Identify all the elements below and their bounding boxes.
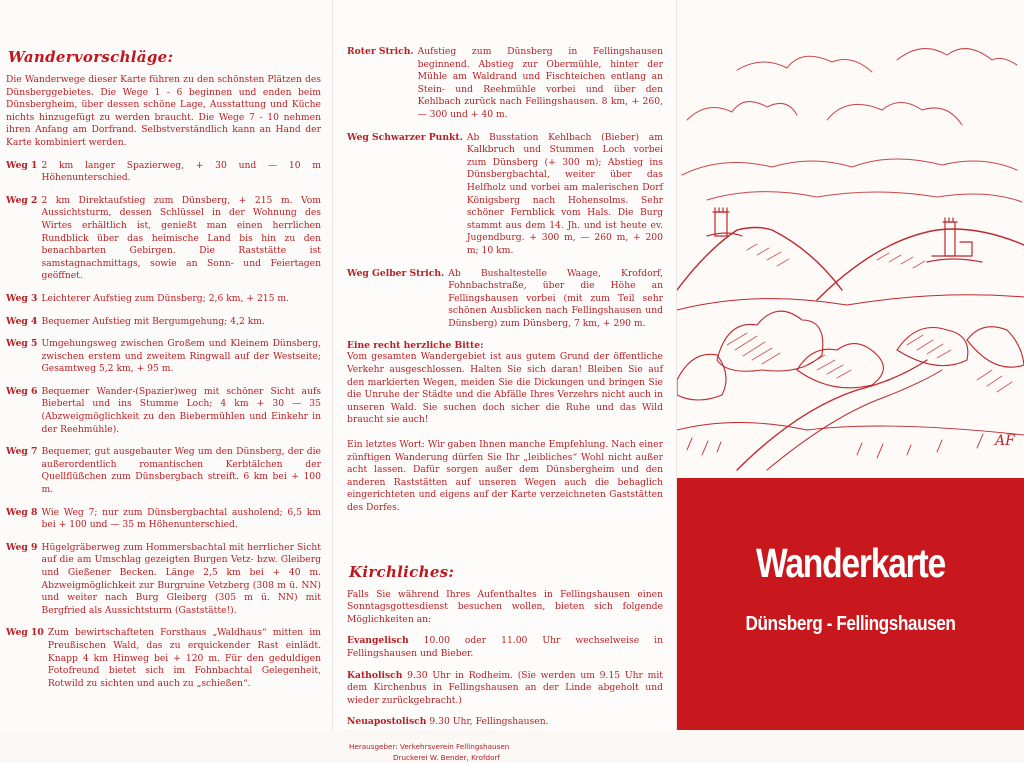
right-hill — [817, 229, 1024, 300]
route-description: Bequemer Aufstieg mit Bergumgehung; 4,2 km. — [41, 315, 265, 327]
service-item — [347, 635, 663, 660]
route-label: Weg 4 — [6, 315, 38, 327]
service-list — [347, 635, 663, 729]
route-label: Weg 10 — [6, 627, 44, 639]
route-description: Hügelgräberweg zum Hommersbachtal mit herrlicher Sicht auf die am Umschlag gezeigten Burgen Vetz- bzw. Gleiberg und Gießener Becken. Länge 2,5 km bei + 40 m. Abzweigmöglichkeit zur Burgruine Vetzberg (308 m ü. NN) und weiter nach Burg Gleiberg (305 m ü. NN) mit Bergfried als Aussichtsturm (Gaststätte!). — [41, 541, 321, 616]
route-item — [6, 160, 321, 185]
service-time: 9.30 Uhr, Fellingshausen. — [429, 716, 549, 728]
service-item — [347, 670, 663, 708]
route-item — [6, 542, 321, 618]
publisher-line: Herausgeber: Verkehrsverein Fellingshausen — [349, 741, 510, 751]
marked-route-list — [347, 46, 663, 330]
service-item — [347, 716, 663, 729]
last-word-text: Ein letztes Wort: Wir gaben Ihnen manche Empfehlung. Nach einer zünftigen Wanderung dürfen Sie Ihr „leibliches“ Wohl nicht außer acht lassen. Dafür sorgen außer dem Dünsbergheim und den anderen Raststätten auf unseren Wegen auch die behaglich eingerichteten und eigens auf der Karte verzeichneten Gaststätten des Dorfes. — [347, 439, 663, 513]
route-item — [6, 316, 321, 329]
church-heading: Kirchliches: — [349, 562, 455, 581]
credits — [347, 741, 663, 763]
route-label: Weg 1 — [6, 159, 38, 171]
cover-panel — [677, 0, 1024, 730]
request-title: Eine recht herzliche Bitte: — [347, 340, 484, 352]
route-label: Weg Schwarzer Punkt. — [347, 131, 463, 143]
route-label: Weg 8 — [6, 506, 38, 518]
route-label: Weg 3 — [6, 292, 38, 304]
foreground-grass — [677, 423, 1024, 459]
route-description: Bequemer Wander-(Spazier)weg mit schöner Sicht aufs Biebertal und ins Stumme Loch; 4 km + 30 — 35 (Abzweigmöglichkeit zu den Biebermühlen und Einkehr in der Reehmühle). — [41, 385, 321, 435]
route-description: 2 km Direktaufstieg zum Dünsberg, + 215 m. Vom Aussichtsturm, dessen Schlüssel in der Wohnung des Wirtes erhältlich ist, genießt man einen herrlichen Rundblick über das heimische Land bis hin zu den benachbarten Gebirgen. Die Raststätte ist samstagnachmittags, sowie an Sonn- und Feiertagen geöffnet. — [41, 194, 321, 282]
route-label: Weg 9 — [6, 541, 38, 553]
route-list — [6, 160, 321, 691]
last-word-section — [347, 439, 663, 515]
intro-text: Die Wanderwege dieser Karte führen zu den schönsten Plätzen des Dünsberggebietes. Die Wege 1 - 6 beginnen und enden beim Dünsbergheim, über dessen schöne Lage, Ausstattung und Küche nichts hinzugefügt zu werden braucht. Die Wege 7 - 10 nehmen ihren Anfang am Dorfrand. Selbstverständlich kann an Hand der Karte kombiniert werden. — [6, 74, 321, 148]
artist-signature: AF — [995, 433, 1015, 449]
left-panel — [0, 0, 333, 730]
hatching — [727, 244, 1012, 392]
castle-right — [927, 218, 982, 262]
middle-panel — [333, 0, 677, 762]
route-description: Leichterer Aufstieg zum Dünsberg; 2,6 km, + 215 m. — [41, 292, 290, 304]
road — [737, 360, 927, 470]
cover-title-block — [677, 478, 1024, 730]
route-label: Weg 5 — [6, 338, 38, 350]
route-item — [347, 132, 663, 258]
route-description: Zum bewirtschafteten Forsthaus „Waldhaus“ mitten im Preußischen Wald, das zu erquickender Rast einlädt. Knapp 4 km Hinweg bei + 120 m. Für den geduldigen Fotofreund bietet sich im Fohnbachtal Gelegenheit, Rotwild zu sichten und auch zu „schießen“. — [47, 627, 321, 689]
route-label: Roter Strich. — [347, 46, 414, 57]
service-denomination: Katholisch — [347, 669, 403, 681]
route-item — [6, 195, 321, 283]
service-time: 9.30 Uhr in Rodheim. (Sie werden um 9.15 Uhr mit dem Kirchenbus in Fellingshausen an der Linde abgeholt und wieder zurückgebracht.) — [347, 669, 663, 706]
route-item — [6, 446, 321, 496]
route-item — [6, 627, 321, 690]
route-description: Bequemer, gut ausgebauter Weg um den Dünsberg, der die außerordentlich romantischen Kerbtälchen der Quellflüßchen zum Dünsbergbach streift. 6 km bei + 100 m. — [41, 446, 321, 496]
church-intro: Falls Sie während Ihres Aufenthaltes in Fellingshausen einen Sonntagsgottesdienst besuchen wollen, bieten sich folgende Möglichkeiten an: — [347, 588, 663, 625]
service-denomination: Neuapostolisch — [347, 716, 427, 728]
route-description: 2 km langer Spazierweg, + 30 und — 10 m Höhenunterschied. — [41, 159, 321, 184]
trees — [677, 311, 1024, 400]
hiking-suggestions-heading: Wandervorschläge: — [8, 48, 174, 66]
landscape-illustration — [677, 0, 1024, 478]
route-item — [347, 268, 663, 331]
route-item — [6, 386, 321, 436]
route-label: Weg 2 — [6, 194, 38, 206]
route-item — [347, 46, 663, 122]
route-item — [6, 507, 321, 532]
route-description: Aufstieg zum Dünsberg in Fellingshausen beginnend. Abstieg zur Obermühle, hinter der Mühle am Waldrand und Fischteichen entlang an Stein- und Reehmühle vorbei und über den Kehlbach zurück nach Fellingshausen. 8 km, + 260, — 300 und + 40 m. — [417, 46, 663, 120]
route-item — [6, 338, 321, 376]
left-hill — [677, 228, 842, 291]
route-item — [6, 293, 321, 306]
printer-line: Druckerei W. Bender, Krofdorf — [393, 752, 500, 762]
route-label: Weg 7 — [6, 446, 38, 458]
route-label: Weg 6 — [6, 385, 38, 397]
clouds — [682, 49, 1022, 202]
route-label: Weg Gelber Strich. — [347, 267, 445, 279]
cover-subtitle: Dünsberg - Fellingshausen — [745, 613, 956, 635]
route-description: Wie Weg 7; nur zum Dünsbergbachtal ausholend; 6,5 km bei + 100 und — 35 m Höhenunterschied. — [41, 506, 321, 531]
request-text: Vom gesamten Wandergebiet ist aus gutem Grund der öffentliche Verkehr ausgeschlossen. Halten Sie sich daran! Bleiben Sie auf den markierten Wegen, meiden Sie die Dickungen und bringen Sie die Unruhe der Städte und die Abfälle Ihres Verzehrs nicht auch in unseren Wald. Sie suchen doch sicher die Ruhe und das Wild braucht sie auch! — [347, 351, 663, 426]
route-description: Umgehungsweg zwischen Großem und Kleinem Dünsberg, zwischen erstem und zweitem Ringwall auf der Westseite; Gesamtweg 5,2 km, + 95 m. — [41, 338, 321, 375]
route-description: Ab Busstation Kehlbach (Bieber) am Kalkbruch und Stummen Loch vorbei zum Dünsberg (+ 300 m); Abstieg ins Dünsbergbachtal, weiter über das Helfholz und vorbei am malerischen Dorf Königsberg nach Hohensolms. Sehr schöner Fernblick vom Hals. Die Burg stammt aus dem 14. Jh. und ist heute ev. Jugendburg. + 300 m, — 260 m, + 200 m; 10 km. — [466, 131, 663, 256]
route-description: Ab Bushaltestelle Waage, Krofdorf, Fohnbachstraße, über die Höhe an Fellingshausen vorbei (mit zum Teil sehr schönen Ausblicken nach Fellingshausen und Dünsberg) zum Dünsberg, 7 km, + 290 m. — [448, 267, 663, 329]
cover-title: Wanderkarte — [756, 540, 945, 586]
service-denomination: Evangelisch — [347, 635, 409, 647]
castle-left — [707, 208, 742, 236]
service-time: 10.00 oder 11.00 Uhr wechselweise in Fellingshausen und Bieber. — [347, 635, 664, 659]
request-section — [347, 340, 663, 427]
